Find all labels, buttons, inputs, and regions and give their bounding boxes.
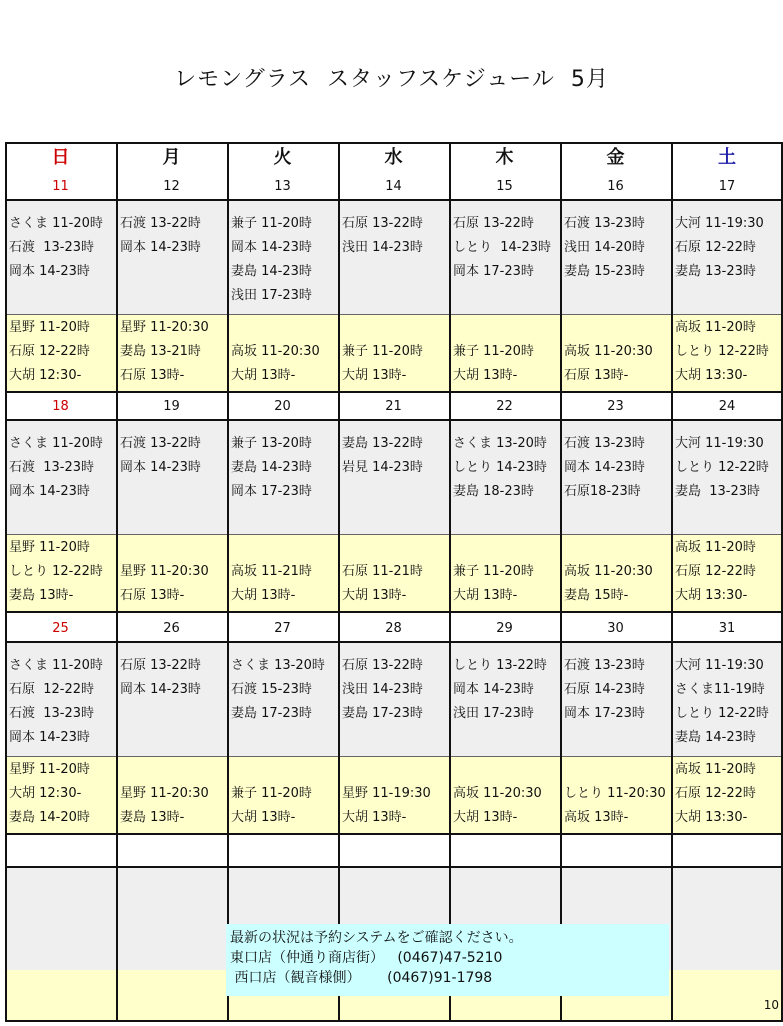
shift-entry: 石原 12-22時 — [675, 240, 756, 255]
day-shift-list — [564, 212, 671, 284]
day-shift-list — [342, 212, 449, 260]
shift-entry: さくま 11-20時 — [9, 658, 103, 673]
shift-entry: 妻島 13時- — [120, 810, 185, 825]
shift-entry: 石原 12-22時 — [675, 564, 756, 579]
date-label: 19 — [163, 399, 180, 414]
date-label: 13 — [274, 179, 291, 194]
shift-entry: 兼子 11-20時 — [231, 786, 312, 801]
evening-divider — [5, 314, 783, 315]
shift-entry: 石渡 13-22時 — [120, 436, 201, 451]
day-shift-list — [120, 432, 227, 480]
week-date-divider — [5, 419, 783, 421]
shift-entry: しとり 12-22時 — [675, 344, 769, 359]
evening-shift-list — [231, 340, 338, 388]
date-label: 20 — [274, 399, 291, 414]
shift-entry: 岡本 14-23時 — [564, 460, 645, 475]
page-number: 10 — [763, 998, 779, 1012]
shift-entry: しとり 11-20:30 — [564, 786, 666, 801]
evening-shift-list — [342, 340, 449, 388]
shift-entry: 石原 13-22時 — [342, 216, 423, 231]
shift-entry: 妻島 14-23時 — [675, 730, 756, 745]
shift-entry: 高坂 13時- — [564, 810, 629, 825]
shift-entry: 星野 11-20:30 — [120, 320, 209, 335]
date-label: 21 — [385, 399, 402, 414]
shift-entry: 石原 12-22時 — [9, 682, 95, 697]
evening-shift-list — [231, 560, 338, 608]
shift-entry: 妻島 13時- — [9, 588, 74, 603]
day-shift-list — [120, 654, 227, 702]
shift-entry: 妻島 15時- — [564, 588, 629, 603]
shift-entry: しとり 12-22時 — [9, 564, 103, 579]
date-label: 16 — [607, 179, 624, 194]
shift-entry: さくま 13-20時 — [453, 436, 547, 451]
shift-entry: 石渡 13-23時 — [564, 658, 645, 673]
shift-entry: 高坂 11-20:30 — [564, 564, 653, 579]
column-divider — [116, 142, 118, 1022]
shift-entry: 大胡 13時- — [231, 368, 296, 383]
shift-entry: 大胡 13:30- — [675, 810, 748, 825]
top-border — [5, 142, 783, 144]
shift-entry: 高坂 11-20:30 — [231, 344, 320, 359]
evening-shift-list — [453, 340, 560, 388]
shift-entry: 妻島 13-23時 — [675, 264, 756, 279]
shift-entry: さくま 11-20時 — [9, 436, 103, 451]
shift-entry: 大胡 13時- — [342, 588, 407, 603]
evening-shift-list — [9, 316, 116, 388]
shift-entry: 大胡 13:30- — [675, 368, 748, 383]
date-label: 12 — [163, 179, 180, 194]
shift-entry: 岡本 14-23時 — [9, 484, 90, 499]
shift-entry: 大河 11-19:30 — [675, 436, 764, 451]
day-shift-list — [9, 432, 116, 504]
shift-entry: 石渡 13-22時 — [120, 216, 201, 231]
week-divider — [5, 833, 783, 835]
shift-entry: 妻島 18-23時 — [453, 484, 534, 499]
date-label: 31 — [718, 621, 736, 636]
shift-entry: 石原 13-22時 — [342, 658, 423, 673]
date-label: 17 — [718, 179, 736, 194]
shift-entry: 浅田 14-23時 — [342, 682, 423, 697]
shift-entry: 兼子 11-20時 — [453, 564, 534, 579]
schedule-grid — [5, 142, 783, 1022]
shift-entry: 星野 11-20:30 — [120, 786, 209, 801]
shift-entry: 大河 11-19:30 — [675, 658, 764, 673]
shift-entry: 石渡 13-23時 — [9, 706, 95, 721]
notice-box — [226, 924, 669, 996]
shift-entry: 妻島 13-22時 — [342, 436, 423, 451]
day-shift-list — [675, 654, 783, 750]
footer-divider — [5, 866, 783, 868]
shift-entry: 石原18-23時 — [564, 484, 641, 499]
shift-entry: 妻島 14-20時 — [9, 810, 90, 825]
evening-shift-list — [120, 316, 227, 388]
shift-entry: 石原 12-22時 — [9, 344, 90, 359]
shift-entry: しとり 14-23時 — [453, 460, 547, 475]
shift-entry: 石原 11-21時 — [342, 564, 423, 579]
date-label: 15 — [496, 179, 513, 194]
shift-entry: 高坂 11-20時 — [675, 540, 756, 555]
evening-shift-list — [9, 758, 116, 830]
evening-shift-list — [564, 782, 671, 830]
evening-shift-list — [675, 316, 783, 388]
date-label: 11 — [52, 179, 69, 194]
shift-entry: 大胡 13時- — [453, 810, 518, 825]
day-shift-list — [564, 654, 671, 726]
shift-entry: 大胡 13時- — [342, 368, 407, 383]
shift-entry: 大胡 12:30- — [9, 368, 82, 383]
shift-entry: 大河 11-19:30 — [675, 216, 764, 231]
column-divider — [338, 142, 340, 1022]
shift-entry: 兼子 13-20時 — [231, 436, 312, 451]
shift-entry: さくま 11-20時 — [9, 216, 103, 231]
evening-shift-list — [675, 758, 783, 830]
evening-shift-list — [564, 560, 671, 608]
date-label: 30 — [607, 621, 624, 636]
week-date-divider — [5, 199, 783, 201]
evening-divider — [5, 534, 783, 535]
shift-entry: 大胡 13時- — [453, 588, 518, 603]
evening-shift-list — [675, 536, 783, 608]
shift-entry: 岡本 17-23時 — [231, 484, 312, 499]
shift-entry: 石原 12-22時 — [675, 786, 756, 801]
shift-entry: 妻島 15-23時 — [564, 264, 645, 279]
column-divider — [671, 142, 673, 1022]
shift-entry: 星野 11-20時 — [9, 320, 90, 335]
evening-shift-list — [453, 560, 560, 608]
day-shift-list — [231, 654, 338, 726]
day-shift-list — [9, 212, 116, 284]
shift-entry: 岡本 14-23時 — [120, 460, 201, 475]
weekday-header: 火 — [273, 147, 292, 168]
shift-entry: さくま 13-20時 — [231, 658, 325, 673]
day-shift-list — [120, 212, 227, 260]
evening-shift-list — [564, 340, 671, 388]
shift-entry: さくま11-19時 — [675, 682, 765, 697]
evening-shift-list — [9, 536, 116, 608]
shift-entry: 大胡 12:30- — [9, 786, 82, 801]
notice-line-2: 東口店（仲通り商店街） (0467)47-5210 — [230, 950, 503, 966]
shift-entry: 岡本 14-23時 — [9, 264, 90, 279]
shift-entry: 兼子 11-20時 — [342, 344, 423, 359]
column-divider — [5, 142, 7, 1022]
date-label: 28 — [385, 621, 402, 636]
shift-entry: 妻島 17-23時 — [231, 706, 312, 721]
date-label: 18 — [52, 399, 69, 414]
shift-entry: 岩見 14-23時 — [342, 460, 423, 475]
shift-entry: 妻島 13-23時 — [675, 484, 761, 499]
shift-entry: 石原 13-22時 — [120, 658, 201, 673]
shift-entry: 高坂 11-20時 — [675, 762, 756, 777]
day-shift-list — [564, 432, 671, 504]
shift-entry: 岡本 17-23時 — [453, 264, 534, 279]
shift-entry: 石原 13時- — [564, 368, 629, 383]
shift-entry: 星野 11-20時 — [9, 762, 90, 777]
shift-entry: 浅田 17-23時 — [453, 706, 534, 721]
day-shift-list — [342, 654, 449, 726]
day-shift-list — [453, 654, 560, 726]
weekday-header: 日 — [51, 147, 70, 168]
shift-entry: 岡本 14-23時 — [231, 240, 312, 255]
evening-shift-list — [120, 560, 227, 608]
week-divider — [5, 611, 783, 613]
shift-entry: 大胡 13時- — [231, 810, 296, 825]
shift-entry: 浅田 14-20時 — [564, 240, 645, 255]
day-shift-list — [675, 432, 783, 504]
shift-entry: しとり 12-22時 — [675, 460, 769, 475]
shift-entry: 岡本 14-23時 — [120, 682, 201, 697]
weekday-header: 月 — [162, 147, 181, 168]
day-shift-list — [453, 212, 560, 284]
weekday-header: 木 — [495, 147, 514, 168]
evening-shift-list — [453, 782, 560, 830]
date-label: 23 — [607, 399, 624, 414]
weekday-header: 土 — [718, 147, 736, 168]
shift-entry: 星野 11-20時 — [9, 540, 90, 555]
column-divider — [560, 142, 562, 1022]
shift-entry: 石原 14-23時 — [564, 682, 645, 697]
week-date-divider — [5, 641, 783, 643]
shift-entry: 石原 13時- — [120, 368, 185, 383]
shift-entry: 岡本 17-23時 — [564, 706, 645, 721]
shift-entry: 星野 11-20:30 — [120, 564, 209, 579]
day-shift-list — [675, 212, 783, 284]
shift-entry: 妻島 17-23時 — [342, 706, 423, 721]
shift-entry: 石渡 13-23時 — [564, 436, 645, 451]
shift-entry: 高坂 11-21時 — [231, 564, 312, 579]
date-label: 29 — [496, 621, 513, 636]
date-label: 27 — [274, 621, 291, 636]
shift-entry: 浅田 17-23時 — [231, 288, 312, 303]
evening-divider — [5, 756, 783, 757]
shift-entry: しとり 13-22時 — [453, 658, 547, 673]
shift-entry: 妻島 14-23時 — [231, 460, 312, 475]
shift-entry: 高坂 11-20時 — [675, 320, 756, 335]
weekday-header: 金 — [606, 147, 625, 168]
day-shift-list — [9, 654, 116, 750]
notice-line-1: 最新の状況は予約システムをご確認ください。 — [230, 930, 523, 946]
column-divider — [227, 142, 229, 1022]
shift-entry: 岡本 14-23時 — [453, 682, 534, 697]
shift-entry: 大胡 13時- — [453, 368, 518, 383]
shift-entry: 石原 13時- — [120, 588, 185, 603]
evening-shift-list — [342, 560, 449, 608]
date-label: 22 — [496, 399, 513, 414]
page-title: レモングラス スタッフスケジュール 5月 — [174, 67, 609, 92]
shift-entry: 石渡 13-23時 — [564, 216, 645, 231]
shift-entry: 石渡 13-23時 — [9, 240, 95, 255]
shift-entry: 高坂 11-20:30 — [564, 344, 653, 359]
shift-entry: 石原 13-22時 — [453, 216, 534, 231]
shift-entry: 高坂 11-20:30 — [453, 786, 542, 801]
evening-shift-list — [231, 782, 338, 830]
shift-entry: 大胡 13時- — [342, 810, 407, 825]
shift-entry: 浅田 14-23時 — [342, 240, 423, 255]
day-shift-list — [453, 432, 560, 504]
notice-line-3: 西口店（観音様側） (0467)91-1798 — [230, 970, 493, 986]
shift-entry: 石渡 15-23時 — [231, 682, 312, 697]
bottom-border — [5, 1020, 783, 1022]
shift-entry: しとり 12-22時 — [675, 706, 769, 721]
date-label: 14 — [385, 179, 402, 194]
day-shift-list — [231, 432, 338, 504]
shift-entry: 兼子 11-20時 — [231, 216, 312, 231]
shift-entry: 岡本 14-23時 — [120, 240, 201, 255]
column-divider — [449, 142, 451, 1022]
shift-entry: 兼子 11-20時 — [453, 344, 534, 359]
shift-entry: 岡本 14-23時 — [9, 730, 90, 745]
shift-entry: 大胡 13:30- — [675, 588, 748, 603]
date-label: 25 — [52, 621, 69, 636]
day-shift-list — [231, 212, 338, 308]
shift-entry: 星野 11-19:30 — [342, 786, 431, 801]
evening-shift-list — [120, 782, 227, 830]
date-label: 24 — [718, 399, 736, 414]
shift-entry: 石渡 13-23時 — [9, 460, 95, 475]
shift-entry: 大胡 13時- — [231, 588, 296, 603]
evening-shift-list — [342, 782, 449, 830]
shift-entry: しとり 14-23時 — [453, 240, 552, 255]
shift-entry: 妻島 13-21時 — [120, 344, 201, 359]
shift-entry: 妻島 14-23時 — [231, 264, 312, 279]
weekday-header: 水 — [384, 147, 403, 168]
date-label: 26 — [163, 621, 180, 636]
day-shift-list — [342, 432, 449, 480]
